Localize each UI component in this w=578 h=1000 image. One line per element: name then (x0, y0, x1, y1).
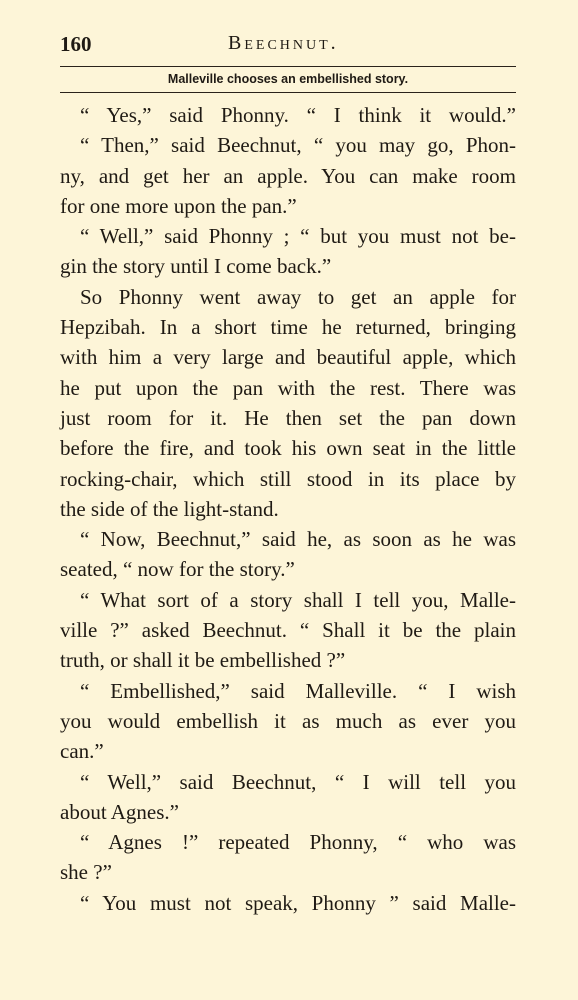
text-line: “ Then,” said Beechnut, “ you may go, Phon- (80, 133, 516, 158)
text-line: So Phonny went away to get an apple for (80, 284, 516, 309)
text-line: about Agnes.” (60, 799, 179, 824)
text-line: with him a very large and beautiful apple, which (60, 345, 516, 370)
text-line: for one more upon the pan.” (60, 193, 297, 218)
text-line: gin the story until I come back.” (60, 254, 332, 279)
text-line: “ Well,” said Phonny ; “ but you must not be- (80, 224, 516, 249)
text-line: “ Agnes !” repeated Phonny, “ who was (80, 830, 516, 855)
text-line: can.” (60, 739, 104, 764)
topic-heading: Malleville chooses an embellished story. (167, 72, 409, 86)
header-rule-bottom (60, 92, 516, 93)
book-title: Beechnut. (228, 32, 339, 54)
body-text (60, 100, 516, 918)
text-line: “ What sort of a story shall I tell you, Malle- (80, 587, 516, 612)
text-line: you would embellish it as much as ever you (60, 708, 516, 733)
text-line: truth, or shall it be embellished ?” (60, 648, 346, 673)
text-line: seated, “ now for the story.” (60, 557, 295, 582)
text-line: ny, and get her an apple. You can make room (60, 163, 516, 188)
text-line: “ Embellished,” said Malleville. “ I wish (80, 678, 516, 703)
page-number: 160 (60, 32, 92, 56)
running-head (60, 32, 516, 62)
text-line: “ Now, Beechnut,” said he, as soon as he was (80, 527, 516, 552)
text-line: the side of the light-stand. (60, 496, 279, 521)
text-line: “ Well,” said Beechnut, “ I will tell you (80, 769, 516, 794)
text-line: ville ?” asked Beechnut. “ Shall it be the plain (60, 618, 516, 643)
text-line: she ?” (60, 860, 112, 885)
text-line: just room for it. He then set the pan down (60, 405, 516, 430)
text-line: Hepzibah. In a short time he returned, bringing (60, 315, 516, 340)
text-line: rocking-chair, which still stood in its place by (60, 466, 516, 491)
header-rule-top (60, 66, 516, 67)
text-line: he put upon the pan with the rest. There was (60, 375, 516, 400)
text-line: “ Yes,” said Phonny. “ I think it would.” (80, 103, 516, 127)
text-line: “ You must not speak, Phonny ” said Malle- (80, 890, 516, 915)
text-line: before the fire, and took his own seat in the little (60, 436, 516, 461)
